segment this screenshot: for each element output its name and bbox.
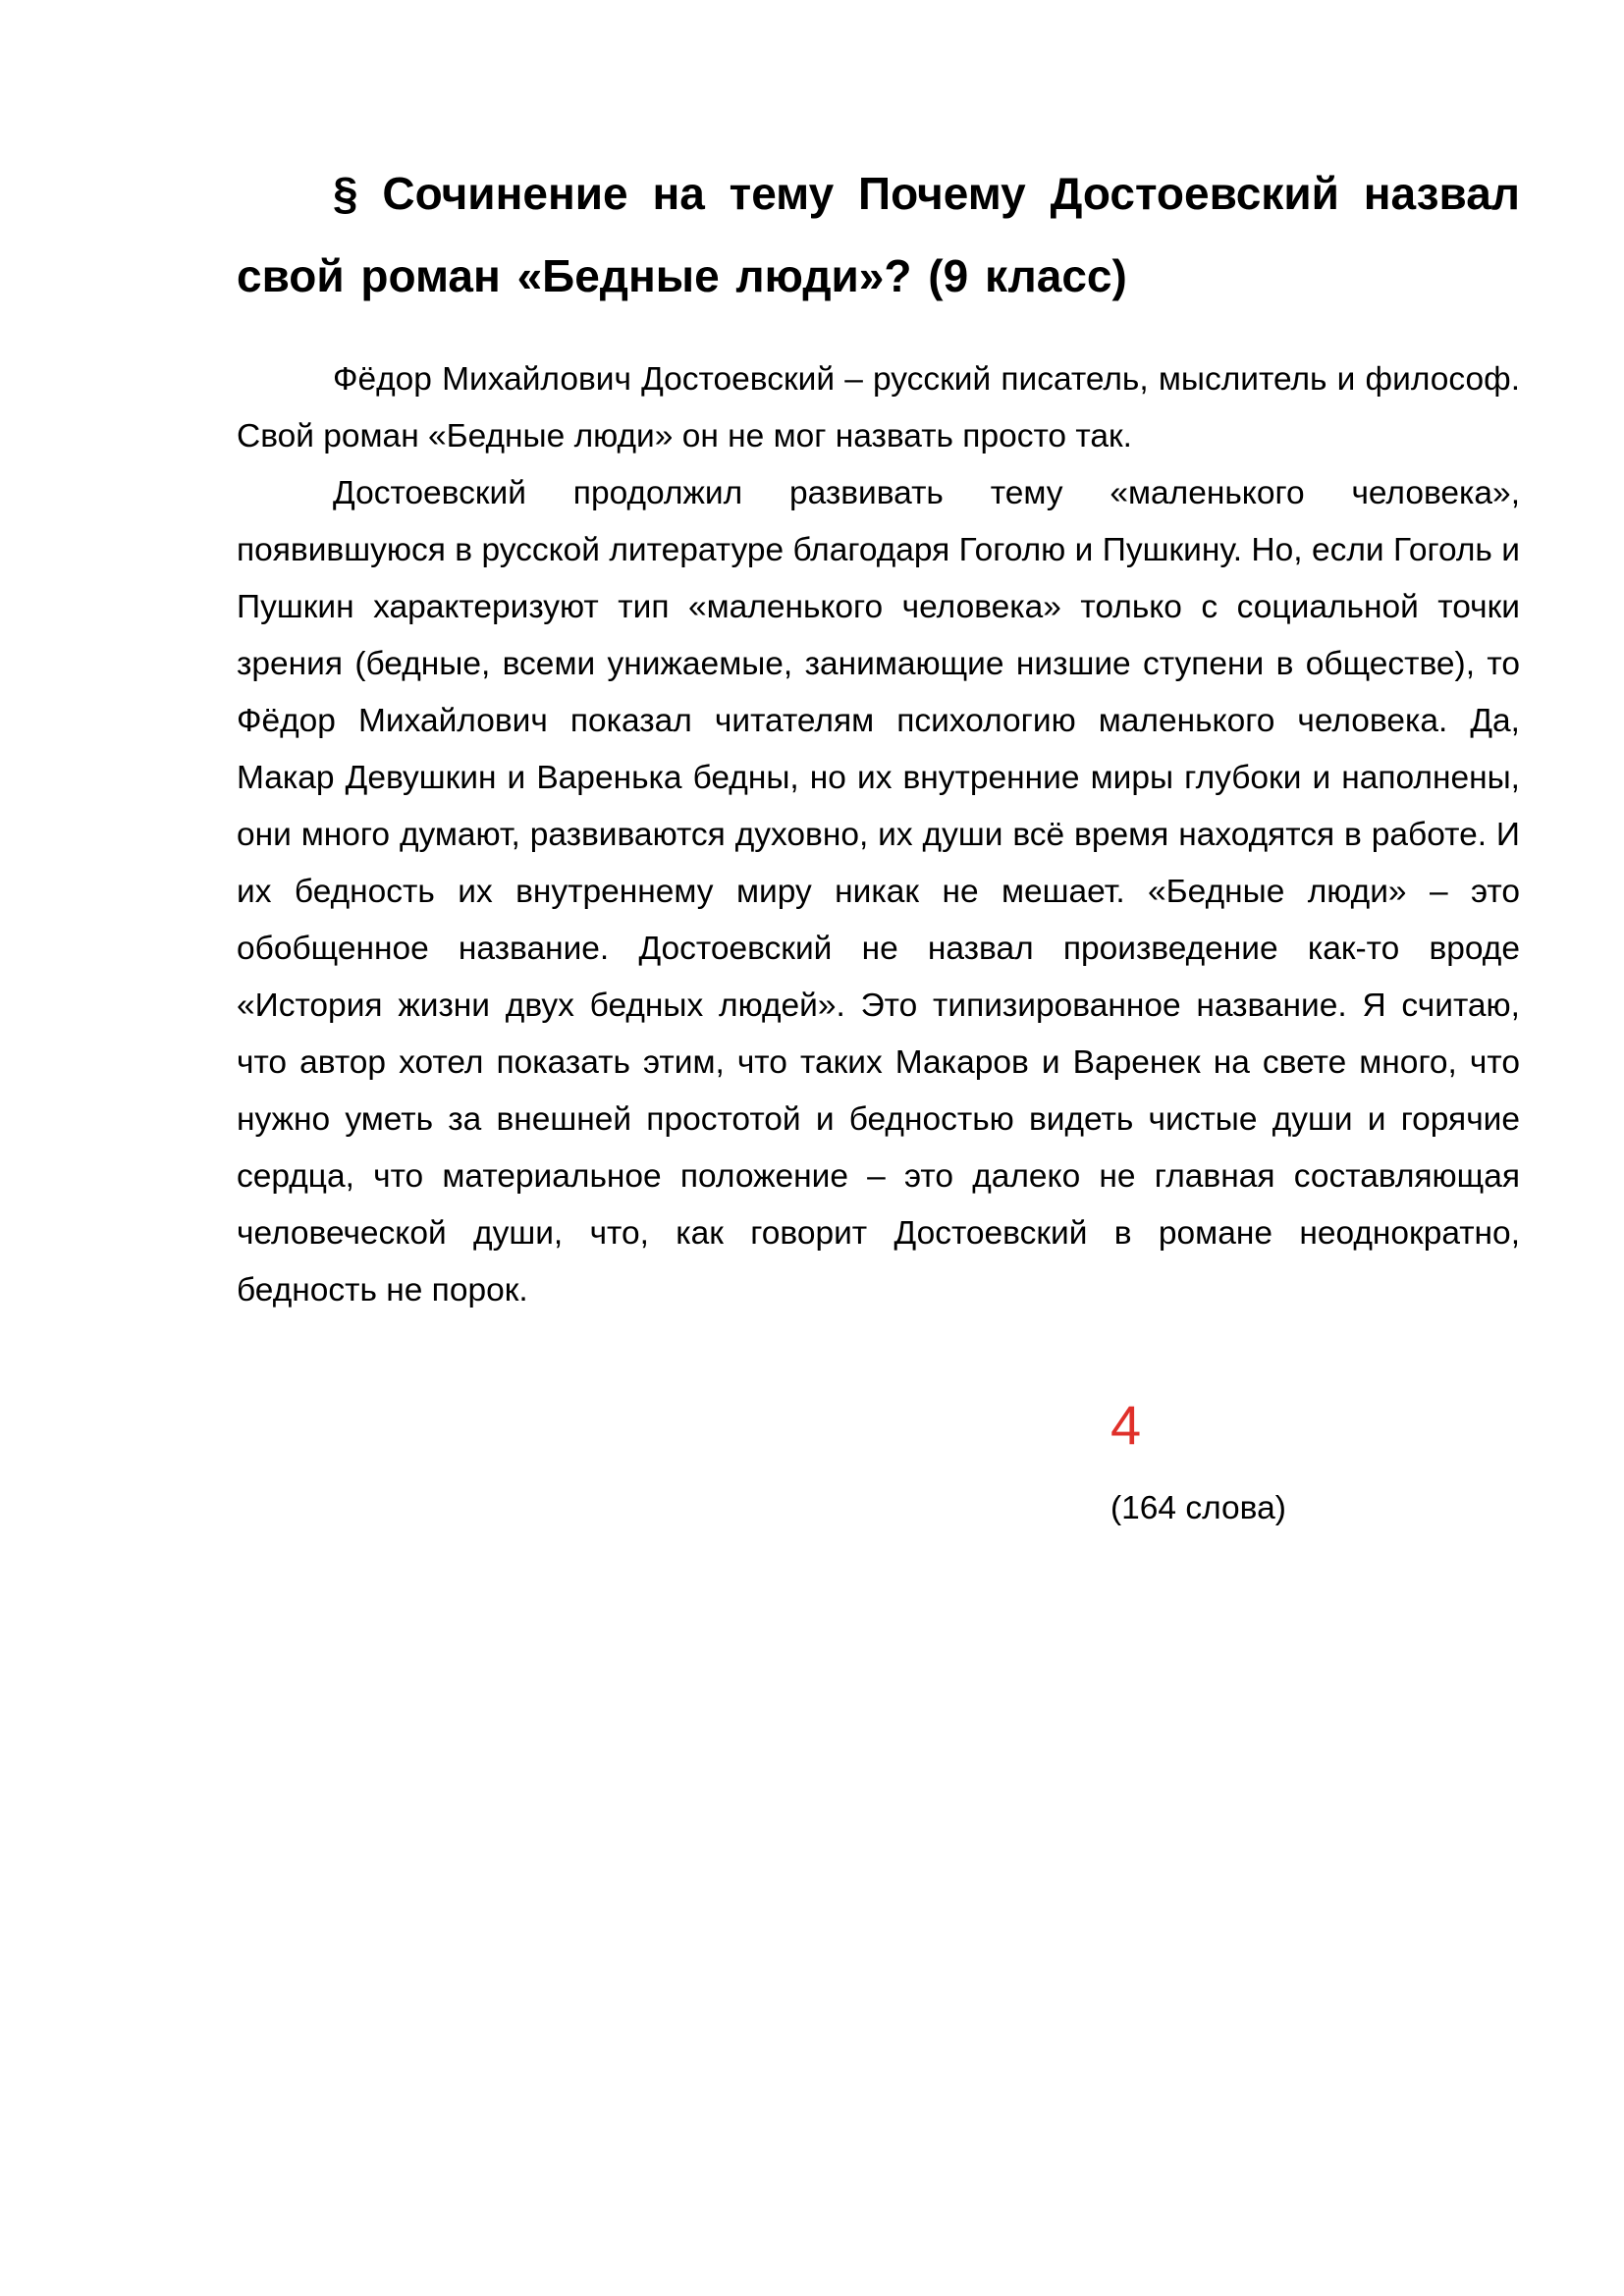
word-count: (164 слова)	[1110, 1490, 1286, 1526]
essay-paragraph-2: Достоевский продолжил развивать тему «маленького человека», появившуюся в русской литературе благодаря Гоголю и Пушкину. Но, если Гоголь и Пушкин характеризуют тип «маленького человека» только с социальной точки зрения (бедные, всеми унижаемые, занимающие низшие ступени в обществе), то Фёдор Михайлович показал читателям психологию маленького человека. Да, Макар Девушкин и Варенька бедны, но их внутренние миры глубоки и наполнены, они много думают, развиваются духовно, их души всё время находятся в работе. И их бедность их внутреннему миру никак не мешает. «Бедные люди» – это обобщенное название. Достоевский не назвал произведение как-то вроде «История жизни двух бедных людей». Это типизированное название. Я считаю, что автор хотел показать этим, что таких Макаров и Варенек на свете много, что нужно уметь за внешней простотой и бедностью видеть чистые души и горячие сердца, что материальное положение – это далеко не главная составляющая человеческой души, что, как говорит Достоевский в романе неоднократно, бедность не порок.	[237, 475, 1520, 1308]
essay-title: § Сочинение на тему Почему Достоевский назвал свой роман «Бедные люди»? (9 класс)	[237, 168, 1520, 301]
essay-paragraph-1: Фёдор Михайлович Достоевский – русский писатель, мыслитель и философ. Свой роман «Бедные люди» он не мог назвать просто так.	[237, 361, 1520, 454]
grade-mark: 4	[1110, 1394, 1142, 1456]
essay-content	[237, 152, 1520, 1319]
essay-body	[237, 351, 1520, 1319]
